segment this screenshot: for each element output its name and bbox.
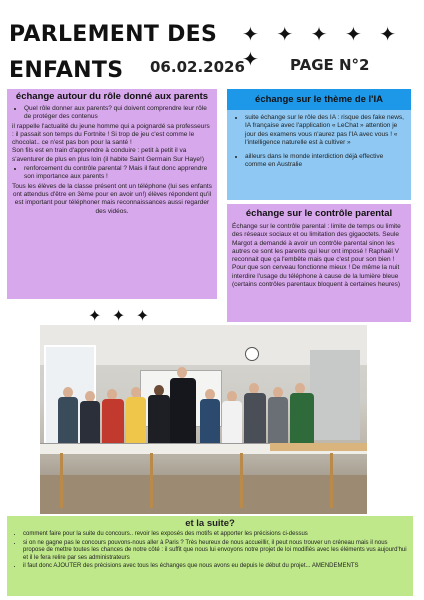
- suite-box: [7, 516, 413, 596]
- suite-bullet3: • il faut donc AJOUTER des précisions avec tous les échanges que nous avons eu depuis le début du projet... AMENDEMENTS: [23, 563, 407, 571]
- ia-box: [227, 89, 411, 200]
- role-parents-para3: Tous les élèves de la classe présent ont un téléphone (lui ses enfants ont attendus d'être en 3ème pour en avoir un!) élèves répondent qu'il est important pour téléphoner mais reconnaissances aussi regarder des vidéos.: [12, 182, 212, 215]
- ia-bullet2: • ailleurs dans le monde interdiction déjà effective comme en Australie: [245, 153, 405, 170]
- ia-bullet1: • suite échange sur le rôle des IA : risque des fake news, IA française avec l'application « LeChat » attention je jour des examens vous n'aurez pas l'IA avec vous ! « l'intelligence naturelle est à cultiver »: [245, 114, 405, 147]
- suite-list: [13, 531, 407, 571]
- ia-header: [227, 89, 411, 110]
- suite-bullet2: • si on ne gagne pas le concours pouvons-nous aller à Paris ? Très heureux de nous accueillir, il peut nous trouver un créneau mais il nous propose de mettre toutes les chances de notre côté : il suffit que nous lui envoyons notre projet de loi modifiés avec les éléments vus aujourd'hui et il le fera relire par ses administrateurs: [23, 540, 407, 563]
- controle-title: échange sur le contrôle parental: [245, 208, 393, 219]
- class-photo: [40, 325, 367, 514]
- role-parents-bullet1: • Quel rôle donner aux parents? qui doivent comprendre leur rôle de protéger des contenus: [24, 105, 212, 122]
- star-icons-mid: ✦ ✦ ✦: [88, 308, 153, 325]
- ia-list: [233, 114, 405, 170]
- role-parents-title: échange autour du rôle donné aux parents: [15, 91, 209, 102]
- role-parents-list2: [12, 165, 212, 182]
- page-title-line1: PARLEMENT DES: [9, 22, 218, 47]
- page-title-line2: ENFANTS: [9, 58, 124, 83]
- role-parents-para1: il rappelle l'actualité du jeune homme qui a poignardé sa professeurs : il passait son temps du Fortnite ! Si trop de jeu c'est comme le chocolat.. ce n'est pas bon pour la santé !: [12, 122, 210, 147]
- controle-parental-box: [227, 204, 411, 322]
- page-number: PAGE N°2: [290, 56, 370, 74]
- suite-bullet1: • comment faire pour la suite du concours.. revoir les exposés des motifs et apporter les précisions ci-dessus: [23, 531, 407, 539]
- controle-text: Échange sur le contrôle parental : limite de temps ou limite des réseaux sociaux et ou limitation des gigaoctets. Seule Margot a demandé à avoir un contrôle parental sinon les autres ce sont les parents qui leur ont imposé ! Raphaël V reconnait que ça l'embête mais que c'est pour son bien ! Pour que son cerveau fonctionne mieux ! De même la nuit interdire l'usage du téléphone à cause de la lumière bleue (certains contrôles parentaux bloquent à certaines heures): [232, 223, 401, 289]
- role-parents-list: [12, 105, 212, 122]
- star-icons-top: ✦ ✦ ✦ ✦ ✦ ✦: [242, 24, 403, 71]
- role-parents-bullet2: • renforcement du contrôle parental ? Mais il faut donc apprendre son importance aux parents !: [24, 165, 212, 182]
- date: 06.02.2026: [150, 58, 245, 76]
- role-parents-para2: Son fils est en train d'apprendre à conduire : petit à petit il va s'aventurer de plus en plus loin (il habite Saint Germain Sur Haye!): [12, 147, 205, 163]
- clock-icon: [245, 347, 259, 361]
- suite-title: et la suite?: [185, 518, 235, 529]
- ia-title: échange sur le thème de l'IA: [255, 94, 383, 105]
- role-parents-box: [7, 89, 217, 299]
